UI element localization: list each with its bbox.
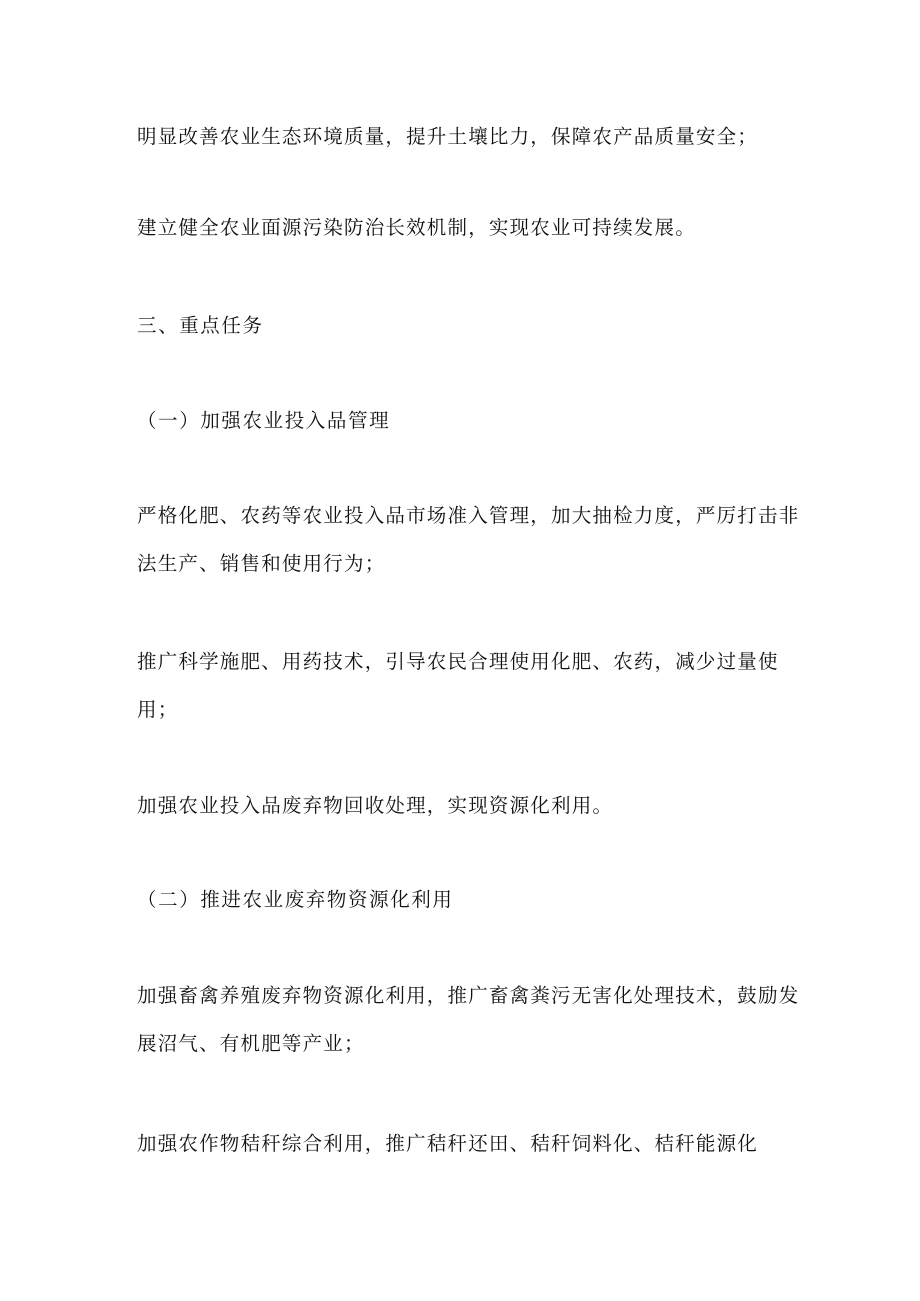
heading-text: （一）加强农业投入品管理 — [137, 409, 391, 432]
text-line: 加强畜禽养殖废弃物资源化利用，推广畜禽粪污无害化处理技术，鼓励发 — [137, 984, 800, 1007]
text-line: 推广科学施肥、用药技术，引导农民合理使用化肥、农药，减少过量使 — [137, 650, 779, 673]
paragraph-long-term-mechanism — [137, 204, 787, 252]
paragraph-straw-utilization — [137, 1120, 787, 1168]
paragraph-livestock-waste — [137, 972, 800, 1068]
paragraph-soil-quality — [137, 113, 787, 161]
subsection-heading-input-management — [137, 397, 787, 445]
text-line: 严格化肥、农药等农业投入品市场准入管理，加大抽检力度，严厉打击非 — [137, 504, 800, 527]
text-line: 用； — [137, 698, 179, 721]
text-line: 建立健全农业面源污染防治长效机制，实现农业可持续发展。 — [137, 216, 696, 239]
paragraph-waste-recycling — [137, 782, 787, 830]
section-heading-key-tasks — [137, 302, 787, 350]
paragraph-scientific-fertilization — [137, 638, 787, 734]
subsection-heading-waste-utilization — [137, 876, 787, 924]
text-line: 明显改善农业生态环境质量，提升土壤比力，保障农产品质量安全； — [137, 125, 759, 148]
heading-text: （二）推进农业废弃物资源化利用 — [137, 888, 454, 911]
paragraph-market-access — [137, 492, 800, 588]
text-line: 加强农业投入品废弃物回收处理，实现资源化利用。 — [137, 794, 614, 817]
text-line: 加强农作物秸秆综合利用，推广秸秆还田、秸秆饲料化、桔秆能源化 — [137, 1132, 759, 1155]
text-line: 展沼气、有机肥等产业； — [137, 1032, 365, 1055]
heading-text: 三、重点任务 — [137, 314, 264, 337]
text-line: 法生产、销售和使用行为； — [137, 552, 386, 575]
